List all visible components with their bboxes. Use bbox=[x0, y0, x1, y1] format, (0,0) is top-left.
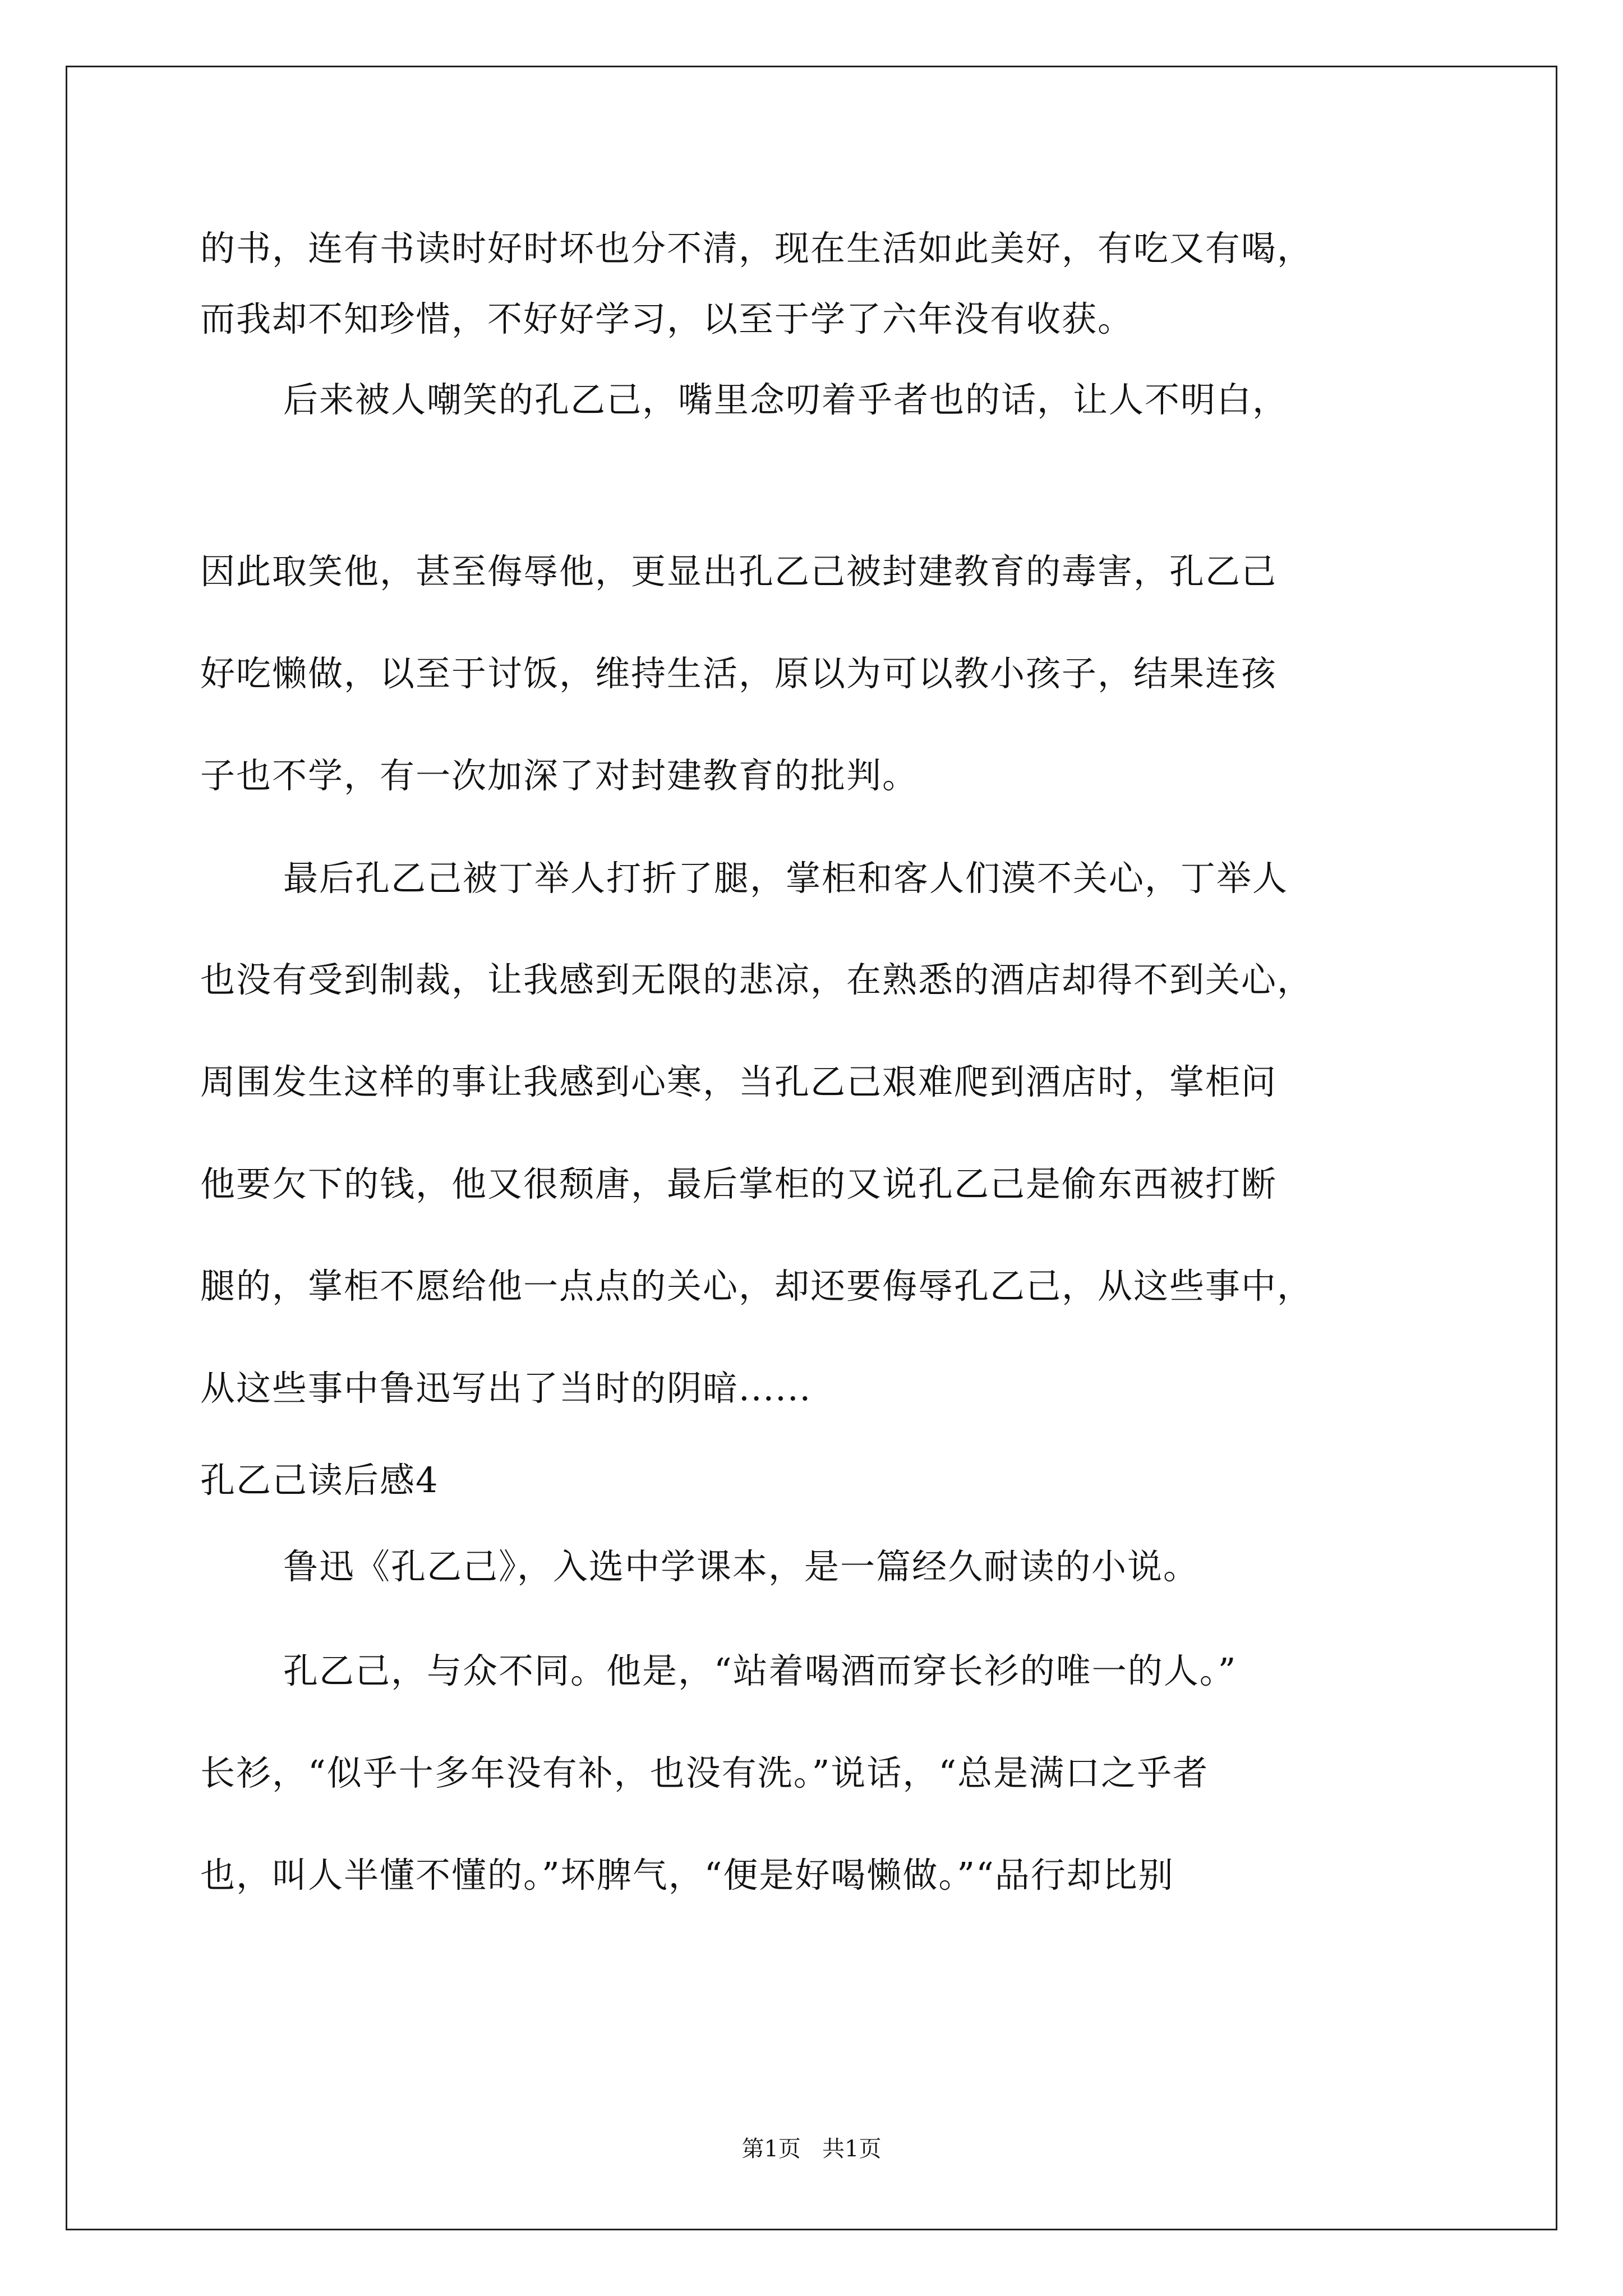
text-line: 长衫，“似乎十多年没有补，也没有洗。”说话，“总是满口之乎者 bbox=[200, 1752, 1209, 1793]
text-line: 而我却不知珍惜，不好好学习，以至于学了六年没有收获。 bbox=[200, 298, 1134, 339]
page-footer: 第1页 共1页 bbox=[741, 2136, 882, 2162]
text-line: 周围发生这样的事让我感到心寒，当孔乙己艰难爬到酒店时，掌柜问 bbox=[200, 1061, 1278, 1102]
text-line: 最后孔乙己被丁举人打折了腿，掌柜和客人们漠不关心，丁举人 bbox=[283, 858, 1289, 899]
text-line: 子也不学，有一次加深了对封建教育的批判。 bbox=[200, 755, 919, 796]
text-line: 腿的，掌柜不愿给他一点点的关心，却还要侮辱孔乙己，从这些事中， bbox=[200, 1266, 1313, 1306]
section-heading: 孔乙己读后感4 bbox=[200, 1460, 439, 1501]
text-line: 鲁迅《孔乙己》，入选中学课本，是一篇经久耐读的小说。 bbox=[283, 1546, 1200, 1587]
text-line: 从这些事中鲁迅写出了当时的阴暗...... bbox=[200, 1368, 812, 1409]
text-line: 他要欠下的钱，他又很颓唐，最后掌柜的又说孔乙己是偷东西被打断 bbox=[200, 1163, 1278, 1204]
text-line: 因此取笑他，甚至侮辱他，更显出孔乙己被封建教育的毒害，孔乙己 bbox=[200, 551, 1278, 592]
text-line: 后来被人嘲笑的孔乙己，嘴里念叨着乎者也的话，让人不明白， bbox=[283, 379, 1289, 420]
text-line: 也，叫人半懂不懂的。”坏脾气，“便是好喝懒做。”“品行却比别 bbox=[200, 1855, 1174, 1895]
text-line: 的书，连有书读时好时坏也分不清，现在生活如此美好，有吃又有喝， bbox=[200, 228, 1313, 269]
text-line: 好吃懒做，以至于讨饭，维持生活，原以为可以教小孩子，结果连孩 bbox=[200, 653, 1278, 694]
text-line: 也没有受到制裁，让我感到无限的悲凉，在熟悉的酒店却得不到关心， bbox=[200, 959, 1313, 1000]
text-line: 孔乙己，与众不同。他是，“站着喝酒而穿长衫的唯一的人。” bbox=[283, 1650, 1237, 1691]
